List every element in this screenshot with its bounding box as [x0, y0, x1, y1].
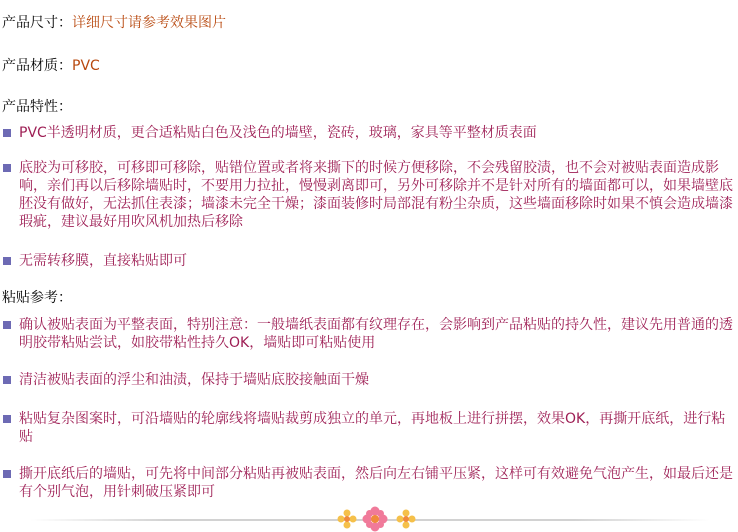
tip-item-text: 确认被贴表面为平整表面，特别注意：一般墙纸表面都有纹理存在，会影响到产品粘贴的持久性，建议先用普通的透明胶带粘贴尝试，如胶带粘性持久OK，墙贴即可粘贴使用: [19, 317, 733, 351]
flower-icon: [396, 509, 416, 529]
bullet-square-icon: [3, 164, 11, 172]
material-line: [2, 57, 100, 75]
bullet-square-icon: [3, 321, 11, 329]
bullet-square-icon: [3, 415, 11, 423]
tips-heading: 粘贴参考：: [2, 290, 72, 306]
size-line: [2, 14, 226, 32]
flower-icon: [362, 506, 388, 532]
size-value: 详细尺寸请参考效果图片: [72, 15, 226, 31]
flower-icon: [337, 509, 357, 529]
feature-item-text: 无需转移膜，直接粘贴即可: [19, 253, 187, 269]
tip-item-text: 清洁被贴表面的浮尘和油渍，保持于墙贴底胶接触面干燥: [19, 372, 369, 388]
features-heading: 产品特性：: [2, 99, 72, 115]
feature-item-text: 底胶为可移胶，可移即可移除，贴错位置或者将来撕下的时候方便移除，不会残留胶渍，也不会对被贴表面造成影响，亲们再以后移除墙贴时，不要用力拉扯，慢慢剥离即可，另外可移除并不是针对所有的墙面都可以，如果墙壁底胚没有做好，无法抓住表漆；墙漆未完全干燥；漆面装修时局部混有粉尘杂质，这些墙面移除时如果不慎会造成墙漆瑕疵，建议最好用吹风机加热后移除: [19, 160, 733, 230]
material-label: 产品材质：: [2, 58, 72, 74]
tip-item-text: 粘贴复杂图案时，可沿墙贴的轮廓线将墙贴裁剪成独立的单元，再地板上进行拼摆，效果OK，再撕开底纸，进行粘贴: [19, 411, 726, 445]
feature-item-text: PVC半透明材质，更合适粘贴白色及浅色的墙壁，瓷砖，玻璃，家具等平整材质表面: [19, 125, 537, 141]
size-label: 产品尺寸：: [2, 15, 72, 31]
bullet-square-icon: [3, 376, 11, 384]
bullet-square-icon: [3, 129, 11, 137]
bullet-square-icon: [3, 470, 11, 478]
tip-item-text: 撕开底纸后的墙贴，可先将中间部分粘贴再被贴表面，然后向左右铺平压紧，这样可有效避免气泡产生，如最后还是有个别气泡，用针刺破压紧即可: [19, 466, 733, 500]
material-value: PVC: [72, 58, 100, 74]
bullet-square-icon: [3, 257, 11, 265]
